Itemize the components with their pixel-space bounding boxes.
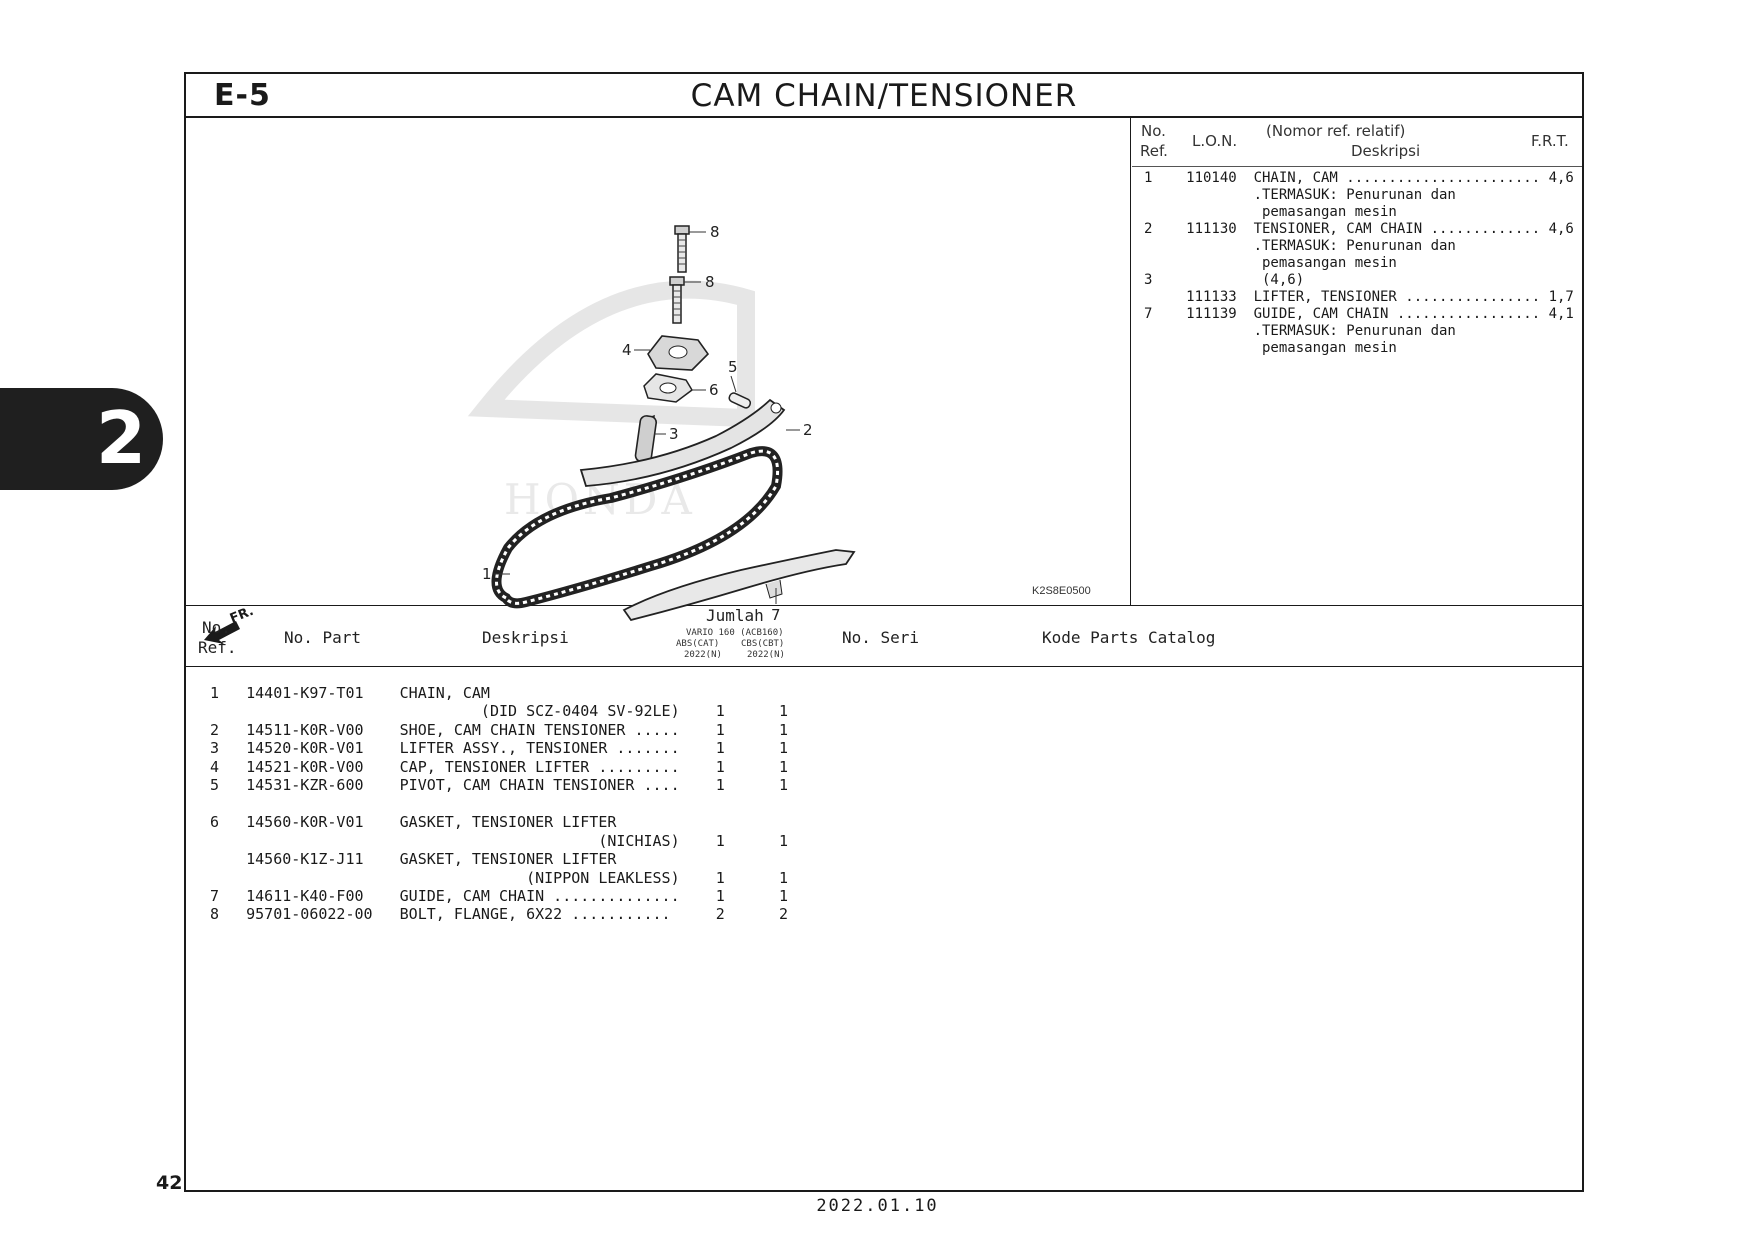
- parts-header-col-a: ABS(CAT): [676, 639, 720, 649]
- parts-row: 8 95701-06022-00 BOLT, FLANGE, 6X22 ........... 2 2: [210, 905, 788, 923]
- vertical-divider: [1130, 116, 1131, 605]
- parts-header-noref-2: Ref.: [198, 638, 237, 657]
- parts-header-year-b: 2022(N): [747, 650, 785, 660]
- tensioner-cap-icon: [648, 336, 708, 370]
- lon-row: 7 111139 GUIDE, CAM CHAIN ................. 4,1: [1144, 306, 1574, 322]
- fr-label: FR.: [227, 603, 256, 627]
- honda-watermark: [486, 290, 746, 524]
- watermark-text: HONDA: [504, 475, 696, 524]
- parts-header-nopart: No. Part: [284, 628, 362, 647]
- lon-row: pemasangan mesin: [1144, 204, 1397, 220]
- parts-row: 2 14511-K0R-V00 SHOE, CAM CHAIN TENSIONER ..... 1 1: [210, 721, 788, 739]
- section-tab: [0, 388, 163, 490]
- parts-row: 4 14521-K0R-V00 CAP, TENSIONER LIFTER ......... 1 1: [210, 758, 788, 776]
- parts-header-kode: Kode Parts Catalog: [1042, 628, 1216, 647]
- lon-row: .TERMASUK: Penurunan dan: [1144, 187, 1456, 203]
- revision-date: 2022.01.10: [816, 1196, 939, 1216]
- page-title: CAM CHAIN/TENSIONER: [690, 78, 1078, 114]
- gasket-icon: [644, 374, 692, 402]
- bolt-icon-lower: [670, 277, 684, 323]
- lon-header-noref-2: Ref.: [1140, 142, 1168, 160]
- callout-4: 4: [622, 341, 632, 359]
- callout-1: 1: [482, 565, 492, 583]
- page-frame: [184, 72, 1584, 1192]
- callout-8b: 8: [705, 273, 715, 291]
- parts-header-deskripsi: Deskripsi: [482, 628, 569, 647]
- parts-row: 7 14611-K40-F00 GUIDE, CAM CHAIN .............. 1 1: [210, 887, 788, 905]
- lon-row: pemasangan mesin: [1144, 255, 1397, 271]
- callout-5: 5: [728, 358, 738, 376]
- callout-7: 7: [771, 606, 781, 624]
- parts-header-noref-1: No.: [202, 618, 231, 637]
- lon-row: 111133 LIFTER, TENSIONER ................ 1,7: [1144, 289, 1574, 305]
- lon-row: .TERMASUK: Penurunan dan: [1144, 323, 1456, 339]
- lon-row: 3 (4,6): [1144, 272, 1305, 288]
- table-header-divider: [186, 666, 1582, 667]
- parts-row: 5 14531-KZR-600 PIVOT, CAM CHAIN TENSIONER .... 1 1: [210, 776, 788, 794]
- lon-row: 1 110140 CHAIN, CAM ....................... 4,6: [1144, 170, 1574, 186]
- lon-header-nomor: (Nomor ref. relatif): [1266, 122, 1406, 140]
- parts-row: 1 14401-K97-T01 CHAIN, CAM: [210, 684, 490, 702]
- lon-row: 2 111130 TENSIONER, CAM CHAIN ............. 4,6: [1144, 221, 1574, 237]
- parts-row: 6 14560-K0R-V01 GASKET, TENSIONER LIFTER: [210, 813, 617, 831]
- parts-header-col-b: CBS(CBT): [741, 639, 785, 649]
- parts-header-model: VARIO 160 (ACB160): [686, 628, 784, 638]
- parts-header-noseri: No. Seri: [842, 628, 920, 647]
- callout-6: 6: [709, 381, 719, 399]
- parts-row: (DID SCZ-0404 SV-92LE) 1 1: [210, 702, 788, 720]
- lon-header-noref-1: No.: [1141, 122, 1166, 140]
- parts-row: 14560-K1Z-J11 GASKET, TENSIONER LIFTER: [210, 850, 617, 868]
- lon-header-divider: [1132, 166, 1582, 167]
- parts-row: (NICHIAS) 1 1: [210, 832, 788, 850]
- callout-2: 2: [803, 421, 813, 439]
- section-code: E-5: [214, 78, 271, 113]
- lon-row: .TERMASUK: Penurunan dan: [1144, 238, 1456, 254]
- diagram-code: K2S8E0500: [1032, 585, 1091, 597]
- lon-header-deskripsi: Deskripsi: [1351, 142, 1421, 160]
- lon-header-frt: F.R.T.: [1531, 132, 1569, 150]
- callout-8a: 8: [710, 223, 720, 241]
- parts-row: 3 14520-K0R-V01 LIFTER ASSY., TENSIONER ....... 1 1: [210, 739, 788, 757]
- bolt-icon-upper: [675, 226, 689, 272]
- lon-row: pemasangan mesin: [1144, 340, 1397, 356]
- section-tab-number: 2: [96, 396, 147, 480]
- parts-header-jumlah: Jumlah: [706, 606, 764, 625]
- parts-header-year-a: 2022(N): [684, 650, 722, 660]
- parts-row: (NIPPON LEAKLESS) 1 1: [210, 869, 788, 887]
- page-number: 42: [156, 1172, 183, 1194]
- lon-header-lon: L.O.N.: [1192, 132, 1238, 150]
- callout-3: 3: [669, 425, 679, 443]
- diagram-bottom-divider: [186, 605, 1582, 606]
